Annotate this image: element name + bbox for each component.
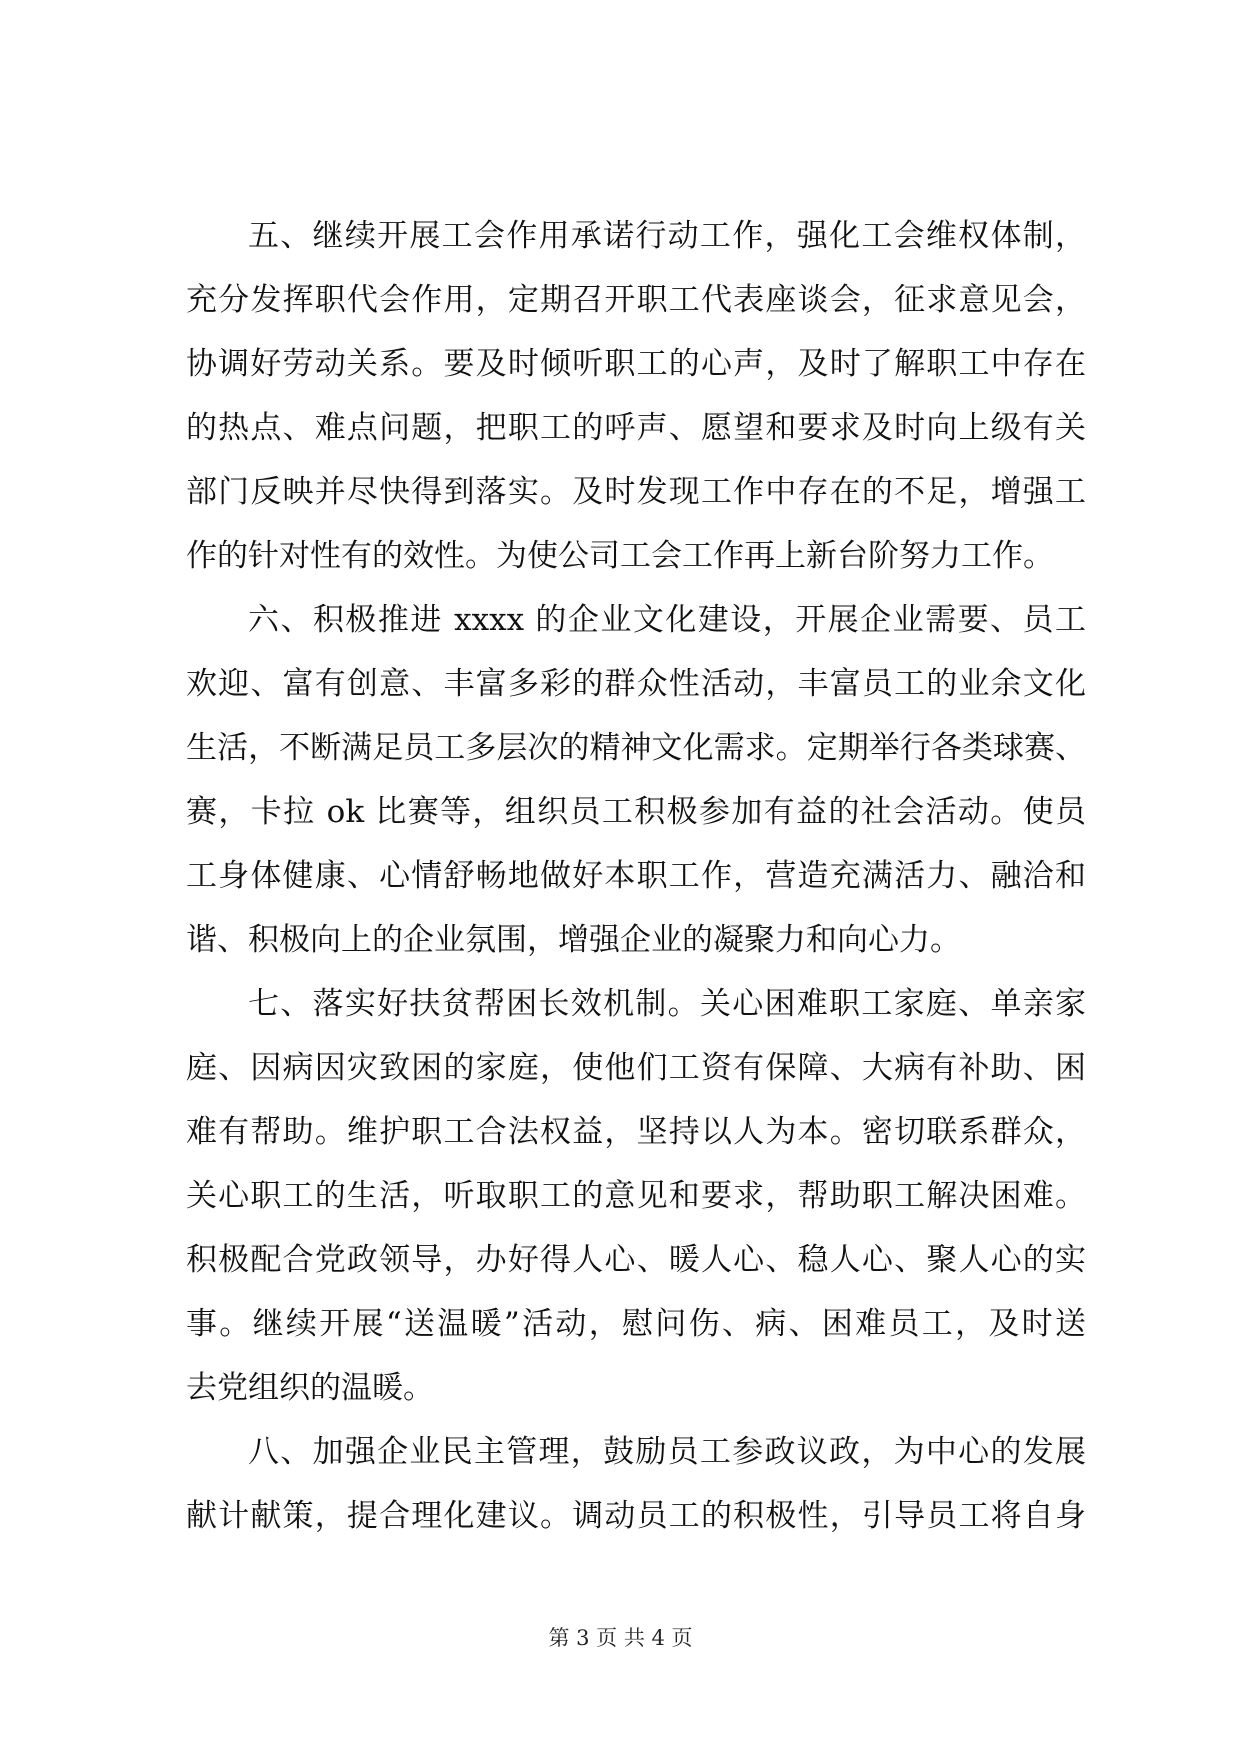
text-line: 关心职工的生活，听取职工的意见和要求，帮助职工解决困难。 xyxy=(186,1178,1086,1214)
text-line: 七、落实好扶贫帮困长效机制。关心困难职工家庭、单亲家 xyxy=(248,986,1086,1022)
text-line: 献计献策，提合理化建议。调动员工的积极性，引导员工将自身 xyxy=(186,1498,1086,1534)
text-line: 六、积极推进 xxxx 的企业文化建设，开展企业需要、员工 xyxy=(248,602,1086,638)
text-line: 难有帮助。维护职工合法权益，坚持以人为本。密切联系群众， xyxy=(186,1114,1086,1150)
text-line: 事。继续开展“送温暖”活动，慰问伤、病、困难员工，及时送 xyxy=(186,1306,1086,1342)
text-line: 庭、因病因灾致困的家庭，使他们工资有保障、大病有补助、困 xyxy=(186,1050,1086,1086)
text-line: 部门反映并尽快得到落实。及时发现工作中存在的不足，增强工 xyxy=(186,474,1086,510)
text-line: 作的针对性有的效性。为使公司工会工作再上新台阶努力工作。 xyxy=(186,538,1054,574)
text-line: 的热点、难点问题，把职工的呼声、愿望和要求及时向上级有关 xyxy=(186,410,1086,446)
text-line: 五、继续开展工会作用承诺行动工作，强化工会维权体制， xyxy=(248,218,1086,254)
page-footer: 第 3 页 共 4 页 xyxy=(548,1626,693,1650)
text-line: 赛，卡拉 ok 比赛等，组织员工积极参加有益的社会活动。使员 xyxy=(186,794,1086,830)
text-line: 谐、积极向上的企业氛围，增强企业的凝聚力和向心力。 xyxy=(186,922,961,958)
text-line: 积极配合党政领导，办好得人心、暖人心、稳人心、聚人心的实 xyxy=(186,1242,1086,1278)
text-line: 八、加强企业民主管理，鼓励员工参政议政，为中心的发展 xyxy=(248,1434,1086,1470)
text-line: 工身体健康、心情舒畅地做好本职工作，营造充满活力、融洽和 xyxy=(186,858,1086,894)
document-body xyxy=(186,204,1086,1548)
text-line: 去党组织的温暖。 xyxy=(186,1370,434,1406)
text-line: 欢迎、富有创意、丰富多彩的群众性活动，丰富员工的业余文化 xyxy=(186,666,1086,702)
text-line: 充分发挥职代会作用，定期召开职工代表座谈会，征求意见会， xyxy=(186,282,1086,318)
text-line: 协调好劳动关系。要及时倾听职工的心声，及时了解职工中存在 xyxy=(186,346,1086,382)
text-line: 生活，不断满足员工多层次的精神文化需求。定期举行各类球赛、 xyxy=(186,730,1086,766)
